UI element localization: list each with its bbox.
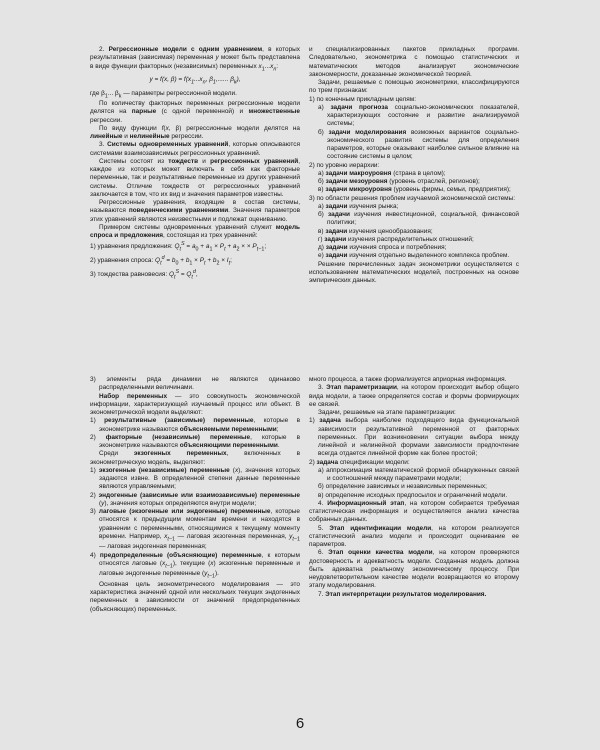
paragraph: 5. Этап идентификации модели, на котором реализуется статистический анализ модели и происходит оценивание ее параметров. — [309, 524, 519, 548]
paragraph: а) задачи макроуровня (страна в целом); — [318, 169, 446, 177]
paragraph: 2) уравнения спроса: $Q_t^d = b_0 + b_1 \times P_t + b_2 \times I_t$; — [90, 255, 232, 267]
paragraph: б) определение зависимых и независимых переменных; — [318, 483, 487, 491]
paragraph: 4) предопределенные (объясняющие) переменные, к которым относятся лаговые $(x_{t-1})$, текущие (x) экзогенные переменные и лаговые эндогенные переменные $(y_{t-1})$. — [90, 551, 300, 580]
paragraph: 3) по области решения проблем изучаемой экономической системы: — [309, 194, 516, 202]
paragraph: Регрессионные уравнения, входящие в состав системы, называются поведенческими уравнениями. Значения параметров этих уравнений являются неизвестными и подлежат оцениванию. — [90, 199, 300, 223]
paragraph: и специализированных пакетов прикладных программ. Следовательно, эконометрика с помощью статистических и математических методов анализирует экономические закономерности, доказанные экономической теорией. — [309, 46, 519, 78]
paragraph: Набор переменных — это совокупность экономической информации, характеризующей изучаемый процесс или объект. В эконометрической модели выделяют: — [90, 392, 301, 416]
paragraph: а) аппроксимация математической формой обнаруженных связей и соотношений между параметрами модели; — [318, 466, 519, 482]
paragraph: в) задачи микроуровня (уровень фирмы, семьи, предприятия); — [318, 186, 511, 194]
paragraph: в) определение исходных предпосылок и ограничений модели. — [318, 491, 508, 499]
paragraph: 2. Регрессионные модели с одним уравнением, в которых результативная (зависимая) переменная y может быть представлена в виде функции факторных (независимых) переменных $x_1...x_n$: — [90, 46, 300, 72]
paragraph: Системы состоят из тождеств и регрессионных уравнений, каждое из которых может включать в себя как факторные переменные, так и результативные переменные из других уравнений системы. Отличие тождеств от регрессионных уравнений заключается в том, что их вид и значения параметров известны. — [90, 157, 300, 198]
paragraph: б) задачи мезоуровня (уровень отраслей, регионов); — [318, 178, 480, 185]
paragraph: Задачи, решаемые с помощью эконометрики, классифицируются по трем признакам: — [309, 79, 519, 95]
paragraph: 1) по конечным прикладным целям: — [309, 95, 416, 103]
paragraph: 1) результативные (зависимые) переменные, которые в эконометрике называются объясняемыми переменными; — [90, 417, 300, 433]
paragraph: 1) задача выбора наиболее подходящего вида функциональной зависимости результативной переменной от факторных переменных. При возникновении ситуации выбора между линейной и нелинейной формами зависимости предпочтение всегда отдается линейной форме как более простой; — [309, 417, 520, 458]
column-bottom-left — [90, 376, 300, 614]
paragraph: Решение перечисленных задач эконометрики осуществляется с использованием математических моделей, построенных на основе эмпирических данных. — [309, 260, 519, 284]
paragraph: 3) лаговые (экзогенные или эндогенные) переменные, которые относятся к предыдущим моментам времени и находятся в уравнении с переменными, относящимися к текущему моменту времени. Например, $x_{t-1}$ — лаговая экзогенная переменная, $y_{t-1}$ — лаговая эндогенная переменная; — [90, 508, 300, 551]
paragraph: Примером системы одновременных уравнений служит модель спроса и предложения, состоящая из трех уравнений: — [90, 223, 300, 240]
paragraph: 3. Системы одновременных уравнений, которые описываются системами взаимозависимых регрессионных уравнений. — [90, 141, 301, 157]
paragraph: где $\beta_1$... $\beta_k$ — параметры регрессионной модели. — [90, 89, 237, 99]
paragraph: 1) экзогенные (независимые) переменные (x), значения которых задаются извне. В определенной степени данные переменные являются управляемыми; — [90, 466, 300, 491]
paragraph: Задачи, решаемые на этапе параметризации: — [318, 409, 456, 416]
paragraph: 2) задача спецификации модели: — [309, 458, 410, 466]
page-number: 6 — [295, 715, 305, 732]
paragraph: 2) эндогенные (зависимые или взаимозависимые) переменные (y), значения которых определяются внутри модели; — [90, 491, 300, 507]
paragraph: д) задачи изучения спроса и потребления; — [318, 244, 447, 251]
paragraph: г) задачи изучения распределительных отношений; — [318, 235, 474, 243]
paragraph: а) задачи изучения рынка; — [318, 202, 399, 210]
paragraph: y = f(x, $\beta) = f(x_1...x_n$, $\beta_1$,...... $\beta_k$), — [149, 76, 241, 86]
paragraph: Основная цель эконометрического моделирования — это характеристика значений одной или нескольких текущих эндогенных переменных в зависимости от значений предопределенных (объясняющих) переменных. — [90, 580, 300, 613]
column-top-left — [90, 46, 300, 281]
paragraph: а) задачи прогноза социально-экономических показателей, характеризующих состояние и развитие анализируемой системы; — [318, 103, 520, 128]
paragraph: б) задачи изучения инвестиционной, социальной, финансовой политики; — [318, 211, 520, 227]
paragraph: 3) тождества равновесия: $Q_t^S = Q_t^d$, — [90, 268, 198, 281]
paragraph: 2) по уровню иерархии: — [309, 161, 380, 169]
paragraph: 7. Этап интерпретации результатов моделирования. — [318, 590, 487, 598]
paragraph: 3) элементы ряда динамики не являются одинаково распределенными величинами. — [90, 376, 300, 392]
paragraph: По виду функции f(x, β) регрессионные модели делятся на линейные и нелинейные регрессии. — [90, 124, 300, 141]
paragraph: в) задачи изучения ценообразования; — [318, 227, 433, 235]
paragraph: 1) уравнения предложения: $Q_t^S = a_0 + a_1 \times P_t + a_2$ × × $P_{t-1}$; — [90, 241, 267, 253]
paragraph: Среди экзогенных переменных, включенных в эконометрическую модель, выделяют: — [90, 450, 300, 466]
column-bottom-right — [309, 376, 519, 599]
paragraph: 6. Этап оценки качества модели, на котором проверяются достоверность и адекватность модели. Созданная модель должна быть адекватна реальному экономическому процессу. При неудовлетворительном качестве модели возвращаются ко второму этапу моделирования. — [309, 549, 519, 590]
column-top-right — [309, 46, 519, 285]
paragraph: По количеству факторных переменных регрессионные модели делятся на парные (с одной переменной) и множественные регрессии. — [90, 100, 300, 124]
paragraph: е) задачи изучения отдельно выделенного комплекса проблем. — [318, 252, 510, 260]
paragraph: 3. Этап параметризации, на котором происходит выбор общего вида модели, а также определяется состав и формы формирующих ее связей. — [309, 384, 519, 408]
paragraph: 4. Информационный этап, на котором собирается требуемая статистическая информация и осуществляется анализ качества собранных данных. — [309, 499, 519, 524]
paragraph: б) задачи моделирования возможных вариантов социально-экономического развития системы для определения параметров, которые оказывают наиболее сильное влияние на состояние системы в целом; — [318, 128, 519, 161]
paragraph: 2) факторные (независимые) переменные, которые в эконометрике называются объясняющими переменными. — [90, 433, 301, 449]
paragraph: много процесса, а также формализуется априорная информация. — [309, 376, 507, 383]
